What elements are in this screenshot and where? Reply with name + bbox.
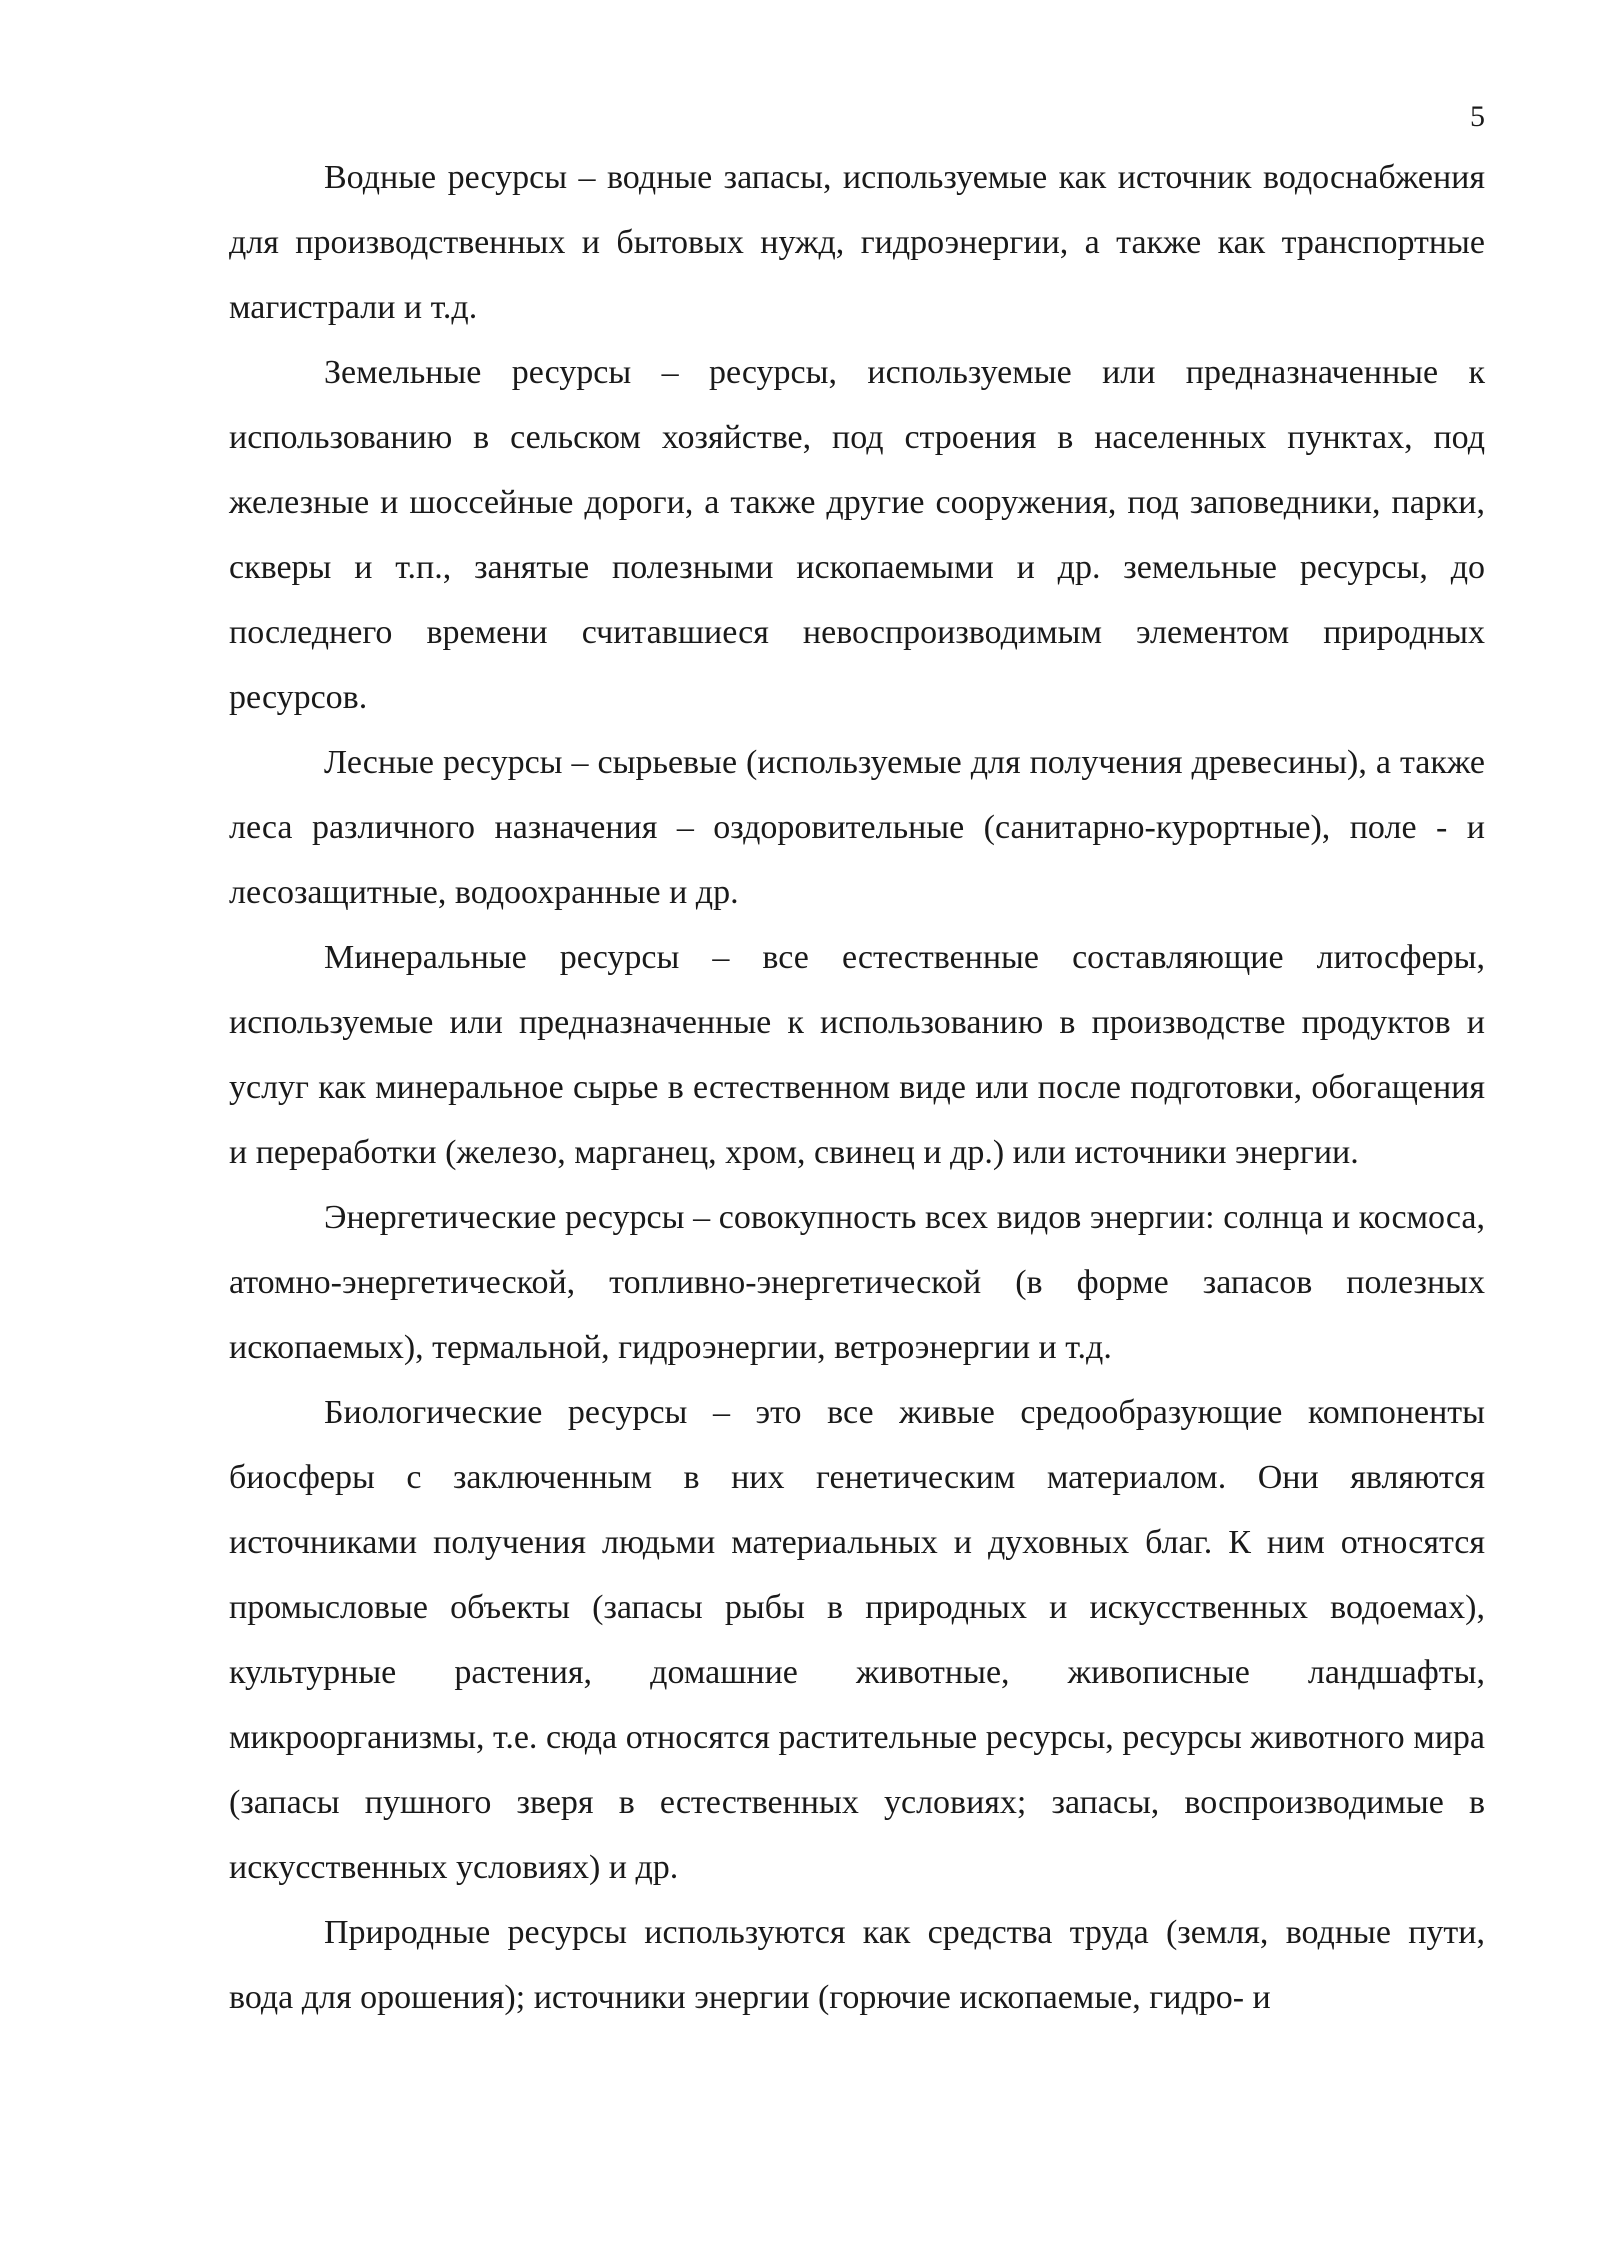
paragraph-biological-resources: Биологические ресурсы – это все живые средообразующие компоненты биосферы с заключенным в них генетическим материалом. Они являются источниками получения людьми материальных и духовных благ. К ним относятся промысловые объекты (запасы рыбы в природных и искусственных водоемах), культурные растения, домашние животные, живописные ландшафты, микроорганизмы, т.е. сюда относятся растительные ресурсы, ресурсы животного мира (запасы пушного зверя в естественных условиях; запасы, воспроизводимые в искусственных условиях) и др. bbox=[229, 1394, 1485, 1886]
paragraph-land-resources: Земельные ресурсы – ресурсы, используемые или предназначенные к использованию в сельском хозяйстве, под строения в населенных пунктах, под железные и шоссейные дороги, а также другие сооружения, под заповедники, парки, скверы и т.п., занятые полезными ископаемыми и др. земельные ресурсы, до последнего времени считавшиеся невоспроизводимым элементом природных ресурсов. bbox=[229, 354, 1485, 716]
document-body bbox=[229, 145, 1485, 2030]
page-number: 5 bbox=[1470, 100, 1485, 133]
paragraph-mineral-resources: Минеральные ресурсы – все естественные составляющие литосферы, используемые или предназначенные к использованию в производстве продуктов и услуг как минеральное сырье в естественном виде или после подготовки, обогащения и переработки (железо, марганец, хром, свинец и др.) или источники энергии. bbox=[229, 939, 1485, 1171]
paragraph-energy-resources: Энергетические ресурсы – совокупность всех видов энергии: солнца и космоса, атомно-энергетической, топливно-энергетической (в форме запасов полезных ископаемых), термальной, гидроэнергии, ветроэнергии и т.д. bbox=[229, 1199, 1485, 1366]
paragraph-natural-resources-usage: Природные ресурсы используются как средства труда (земля, водные пути, вода для орошения); источники энергии (горючие ископаемые, гидро- и bbox=[229, 1914, 1485, 2016]
paragraph-forest-resources: Лесные ресурсы – сырьевые (используемые для получения древесины), а также леса различного назначения – оздоровительные (санитарно-курортные), поле - и лесозащитные, водоохранные и др. bbox=[229, 744, 1485, 911]
paragraph-water-resources: Водные ресурсы – водные запасы, используемые как источник водоснабжения для производственных и бытовых нужд, гидроэнергии, а также как транспортные магистрали и т.д. bbox=[229, 159, 1485, 326]
